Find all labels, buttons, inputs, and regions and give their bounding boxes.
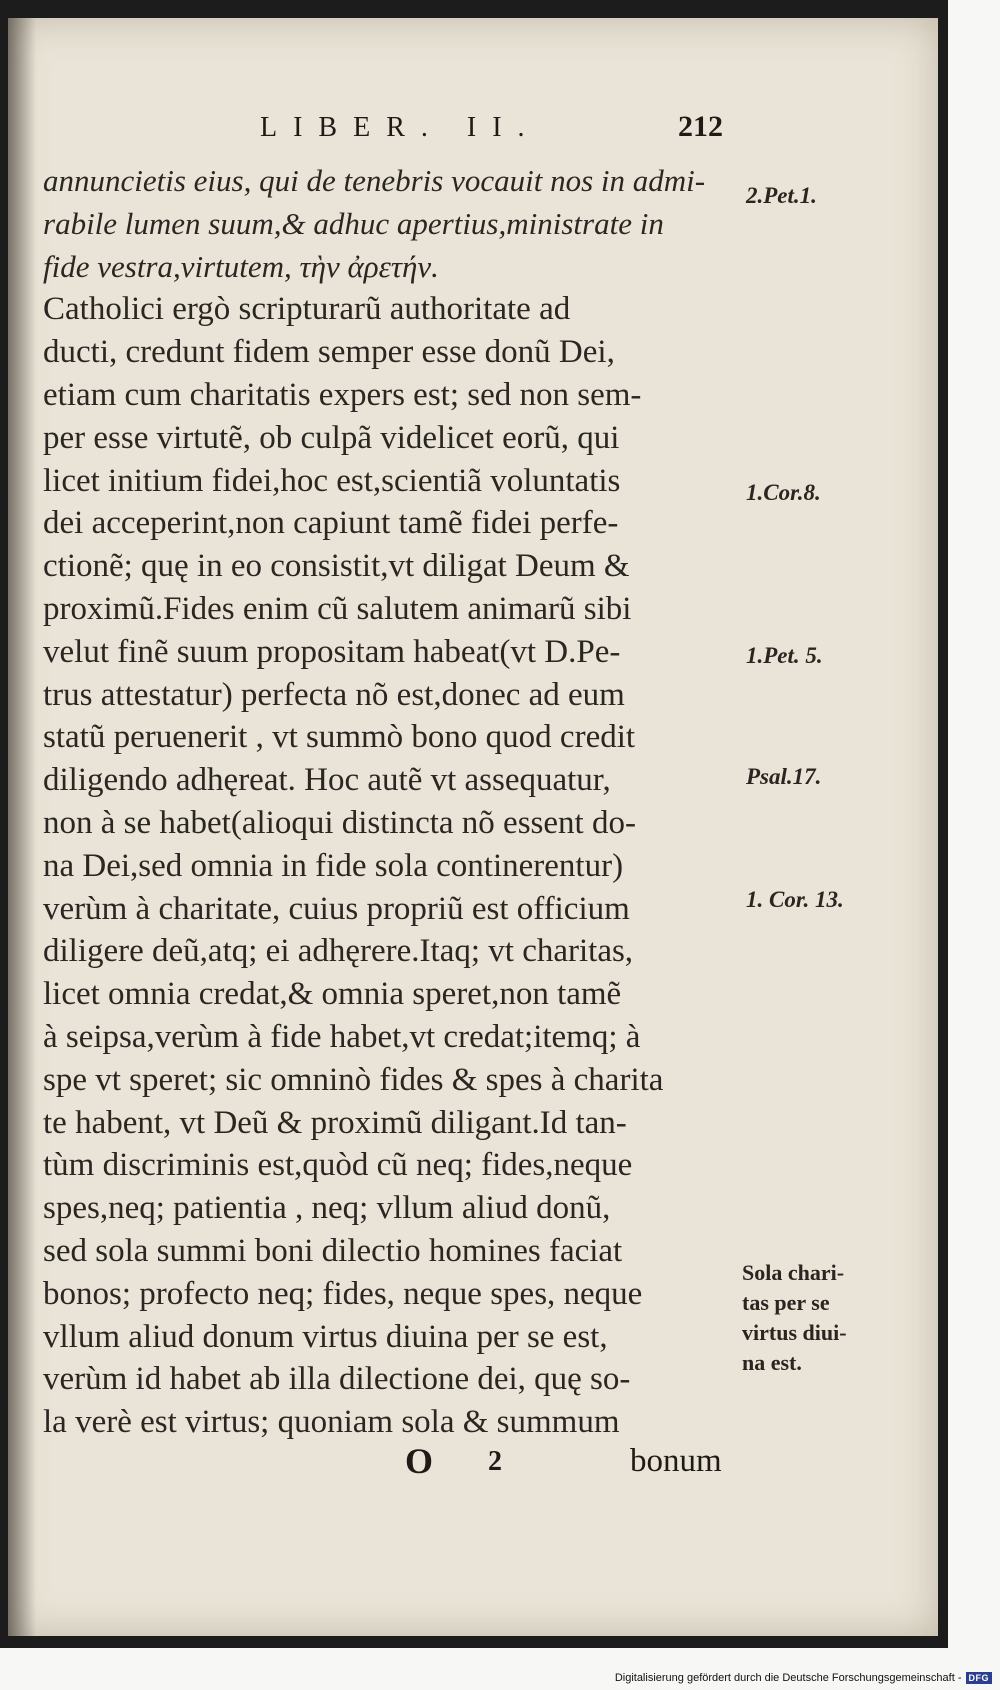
text-line: tùm discriminis est,quòd cũ neq; fides,neque xyxy=(43,1147,633,1184)
page-number: 212 xyxy=(678,110,723,143)
text-line: à seipsa,verùm à fide habet,vt credat;itemq; à xyxy=(43,1018,641,1055)
signature-number: 2 xyxy=(488,1446,502,1477)
credit-text: Digitalisierung gefördert durch die Deutsche Forschungsgemeinschaft - xyxy=(614,1672,962,1684)
margin-ref: Psal.17. xyxy=(746,764,822,789)
text-line: te habent, vt Deũ & proximũ diligant.Id tan- xyxy=(43,1104,627,1141)
text-line: la verè est virtus; quoniam sola & summum xyxy=(43,1404,620,1441)
text-line: ctionẽ; quę in eo consistit,vt diligat Deum & xyxy=(43,548,630,585)
margin-ref: 2.Pet.1. xyxy=(746,183,817,208)
body-text xyxy=(43,160,743,1444)
signature-mark: O xyxy=(405,1441,434,1481)
side-note xyxy=(742,1258,902,1378)
margin-ref: 1.Cor.8. xyxy=(746,480,821,505)
text-line: proximũ.Fides enim cũ salutem animarũ sibi xyxy=(43,590,632,627)
text-line: ducti, credunt fidem semper esse donũ Dei, xyxy=(43,334,615,371)
text-line: diligere deũ,atq; ei adhęrere.Itaq; vt charitas, xyxy=(43,933,634,970)
text-line: sed sola summi boni dilectio homines faciat xyxy=(43,1232,623,1269)
catchword: bonum xyxy=(630,1443,722,1479)
text-line: spes,neq; patientia , neq; vllum aliud donũ, xyxy=(43,1190,611,1227)
side-note-line: na est. xyxy=(742,1350,802,1375)
side-note-line: virtus diui- xyxy=(742,1320,847,1345)
text-line: annuncietis eius, qui de tenebris vocauit nos in admi- xyxy=(43,163,706,198)
text-line: Catholici ergò scripturarũ authoritate ad xyxy=(43,291,571,328)
side-note-line: Sola chari- xyxy=(742,1260,845,1285)
text-line: statũ peruenerit , vt summò bono quod credit xyxy=(43,719,636,756)
text-line: velut finẽ suum propositam habeat(vt D.Pe- xyxy=(43,633,621,670)
text-line: etiam cum charitatis expers est; sed non sem- xyxy=(43,376,642,413)
dfg-logo: DFG xyxy=(966,1672,993,1684)
text-line: bonos; profecto neq; fides, neque spes, neque xyxy=(43,1275,643,1312)
text-line: na Dei,sed omnia in fide sola continerentur) xyxy=(43,847,624,884)
text-line: spe vt speret; sic omninò fides & spes à charita xyxy=(43,1061,664,1098)
margin-ref: 1. Cor. 13. xyxy=(746,887,844,912)
text-line: verùm à charitate, cuius propriũ est officium xyxy=(43,890,630,927)
running-title: LIBER. II. xyxy=(260,112,541,143)
text-line: verùm id habet ab illa dilectione dei, quę so- xyxy=(43,1361,631,1398)
text-line: fide vestra,virtutem, τὴν ἀρετήν. xyxy=(43,248,439,284)
text-line: non à se habet(alioqui distincta nõ essent do- xyxy=(43,804,636,841)
text-line: dei acceperint,non capiunt tamẽ fidei perfe- xyxy=(43,505,619,542)
text-line: trus attestatur) perfecta nõ est,donec ad eum xyxy=(43,676,625,713)
text-line: per esse virtutẽ, ob culpã videlicet eorũ, qui xyxy=(43,419,620,456)
text-line: licet initium fidei,hoc est,scientiã voluntatis xyxy=(43,462,621,499)
digitization-credit xyxy=(615,1672,992,1684)
text-line: rabile lumen suum,& adhuc apertius,ministrate in xyxy=(43,205,664,241)
margin-ref: 1.Pet. 5. xyxy=(746,643,823,668)
text-line: licet omnia credat,& omnia speret,non tamẽ xyxy=(43,976,622,1013)
text-line: diligendo adhęreat. Hoc autẽ vt assequatur, xyxy=(43,762,611,799)
text-line: vllum aliud donum virtus diuina per se est, xyxy=(43,1318,608,1355)
side-note-line: tas per se xyxy=(742,1290,830,1315)
